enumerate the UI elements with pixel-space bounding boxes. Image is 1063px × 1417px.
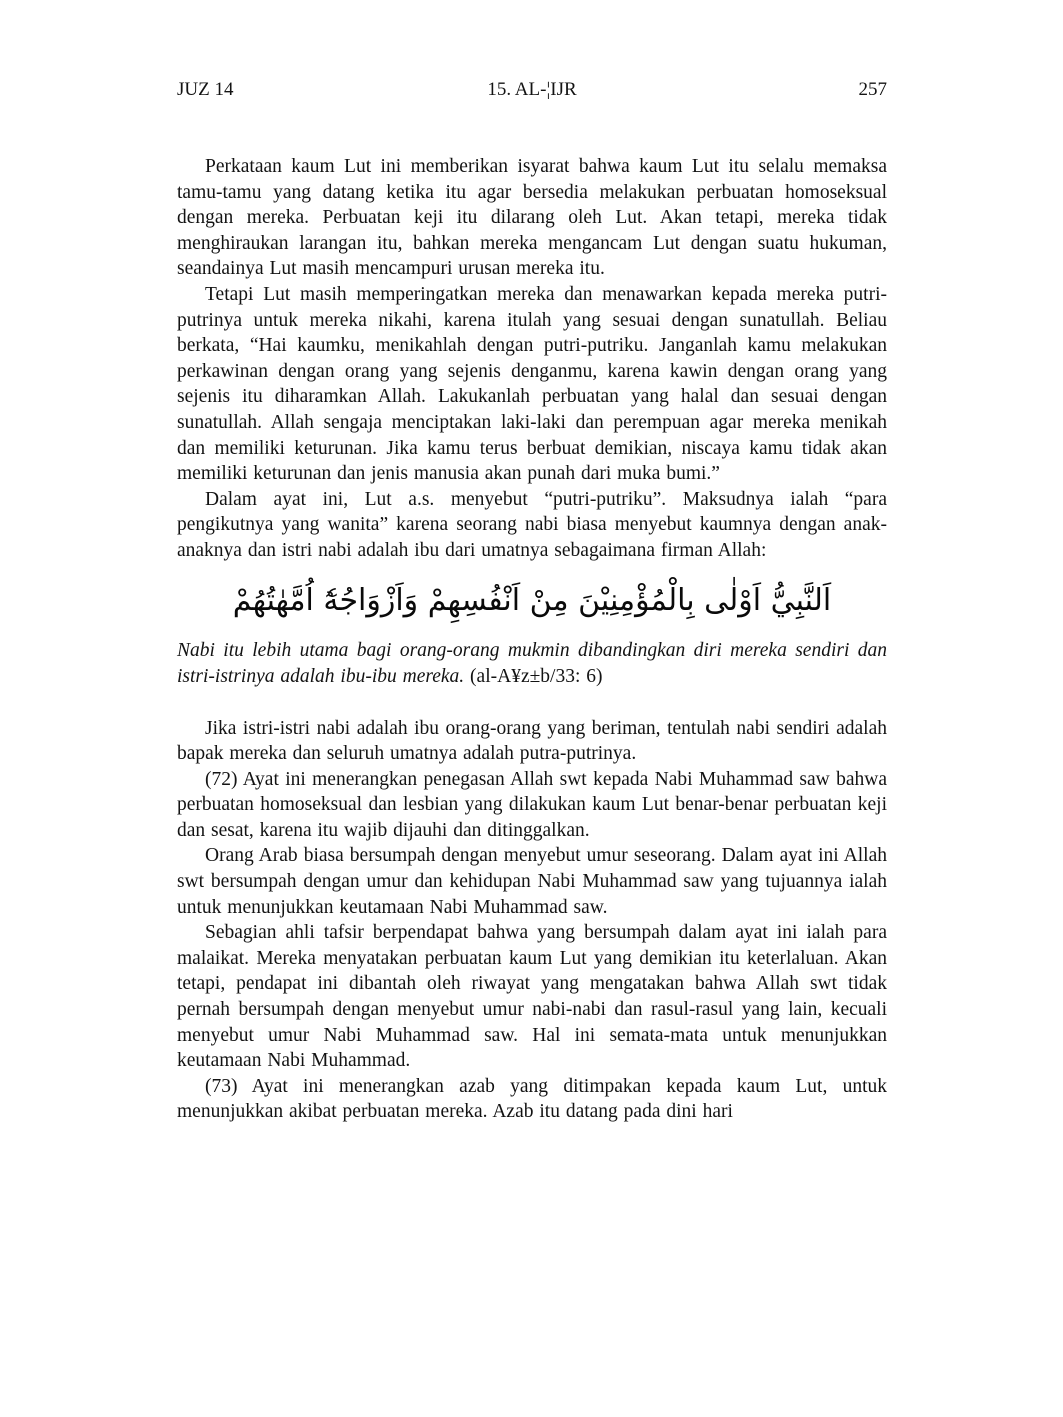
paragraph: Perkataan kaum Lut ini memberikan isyarat bahwa kaum Lut itu selalu memaksa tamu-tamu yang datang ketika itu agar bersedia melakukan perbuatan homoseksual dengan mereka. Perbuatan keji itu dilarang oleh Lut. Akan tetapi, mereka tidak menghiraukan larangan itu, bahkan mereka mengancam Lut dengan suatu hukuman, seandainya Lut masih mencampuri urusan mereka itu. [177, 156, 887, 280]
paragraph: Tetapi Lut masih memperingatkan mereka dan menawarkan kepada mereka putri-putrinya untuk mereka nikahi, karena itulah yang sesuai dengan sunatullah. Beliau berkata, “Hai kaumku, menikahlah dengan putri-putriku. Janganlah kamu melakukan perkawinan dengan orang yang sejenis denganmu, karena kawin dengan orang yang sejenis itu diharamkan Allah. Lakukanlah perbuatan yang halal dan sesuai dengan sunatullah. Allah sengaja menciptakan laki-laki dan perempuan agar mereka menikah dan memiliki keturunan. Jika kamu terus berbuat demikian, niscaya kamu tidak akan memiliki keturunan dan jenis manusia akan punah dari muka bumi.” [177, 283, 887, 485]
paragraph: Orang Arab biasa bersumpah dengan menyebut umur seseorang. Dalam ayat ini Allah swt bersumpah dengan umur dan kehidupan Nabi Muhammad saw yang tujuannya ialah untuk menunjukkan keutamaan Nabi Muhammad saw. [177, 845, 887, 918]
arabic-verse: اَلنَّبِيُّ اَوْلٰى بِالْمُؤْمِنِيْنَ مِنْ اَنْفُسِهِمْ وَاَزْوَاجُهٗٓ اُمَّهٰتُهُمْ [232, 582, 832, 618]
paragraph: Sebagian ahli tafsir berpendapat bahwa yang bersumpah dalam ayat ini ialah para malaikat. Mereka menyatakan perbuatan kaum Lut yang demikian itu keterlaluan. Akan tetapi, pendapat ini dibantah oleh riwayat yang mengatakan bahwa Allah swt tidak pernah bersumpah dengan menyebut umur nabi-nabi dan rasul-rasul yang lain, kecuali menyebut umur Nabi Muhammad saw. Hal ini semata-mata untuk menunjukkan keutamaan Nabi Muhammad. [177, 922, 887, 1072]
page-body [177, 154, 887, 1125]
surah-title: 15. AL-¦IJR [487, 79, 577, 100]
juz-label: JUZ 14 [177, 79, 234, 100]
verse-reference: (al-A¥z±b/33: 6) [470, 665, 603, 687]
page-header [177, 78, 887, 102]
paragraph: (73) Ayat ini menerangkan azab yang ditimpakan kepada kaum Lut, untuk menunjukkan akibat perbuatan mereka. Azab itu datang pada dini hari [177, 1075, 887, 1123]
verse-translation-text: Nabi itu lebih utama bagi orang-orang mukmin dibandingkan diri mereka sendiri dan istri-istrinya adalah ibu-ibu mereka. [177, 639, 887, 687]
paragraph: Jika istri-istri nabi adalah ibu orang-orang yang beriman, tentulah nabi sendiri adalah bapak mereka dan seluruh umatnya adalah putra-putrinya. [177, 717, 887, 765]
paragraph: Dalam ayat ini, Lut a.s. menyebut “putri-putriku”. Maksudnya ialah “para pengikutnya yang wanita” karena seorang nabi biasa menyebut kaumnya dengan anak-anaknya dan istri nabi adalah ibu dari umatnya sebagaimana firman Allah: [177, 488, 887, 561]
paragraph: (72) Ayat ini menerangkan penegasan Allah swt kepada Nabi Muhammad saw bahwa perbuatan homoseksual dan lesbian yang dilakukan kaum Lut benar-benar perbuatan keji dan sesat, karena itu wajib dijauhi dan ditinggalkan. [177, 768, 887, 841]
verse-translation-block [177, 638, 887, 690]
page-number: 257 [858, 79, 887, 100]
